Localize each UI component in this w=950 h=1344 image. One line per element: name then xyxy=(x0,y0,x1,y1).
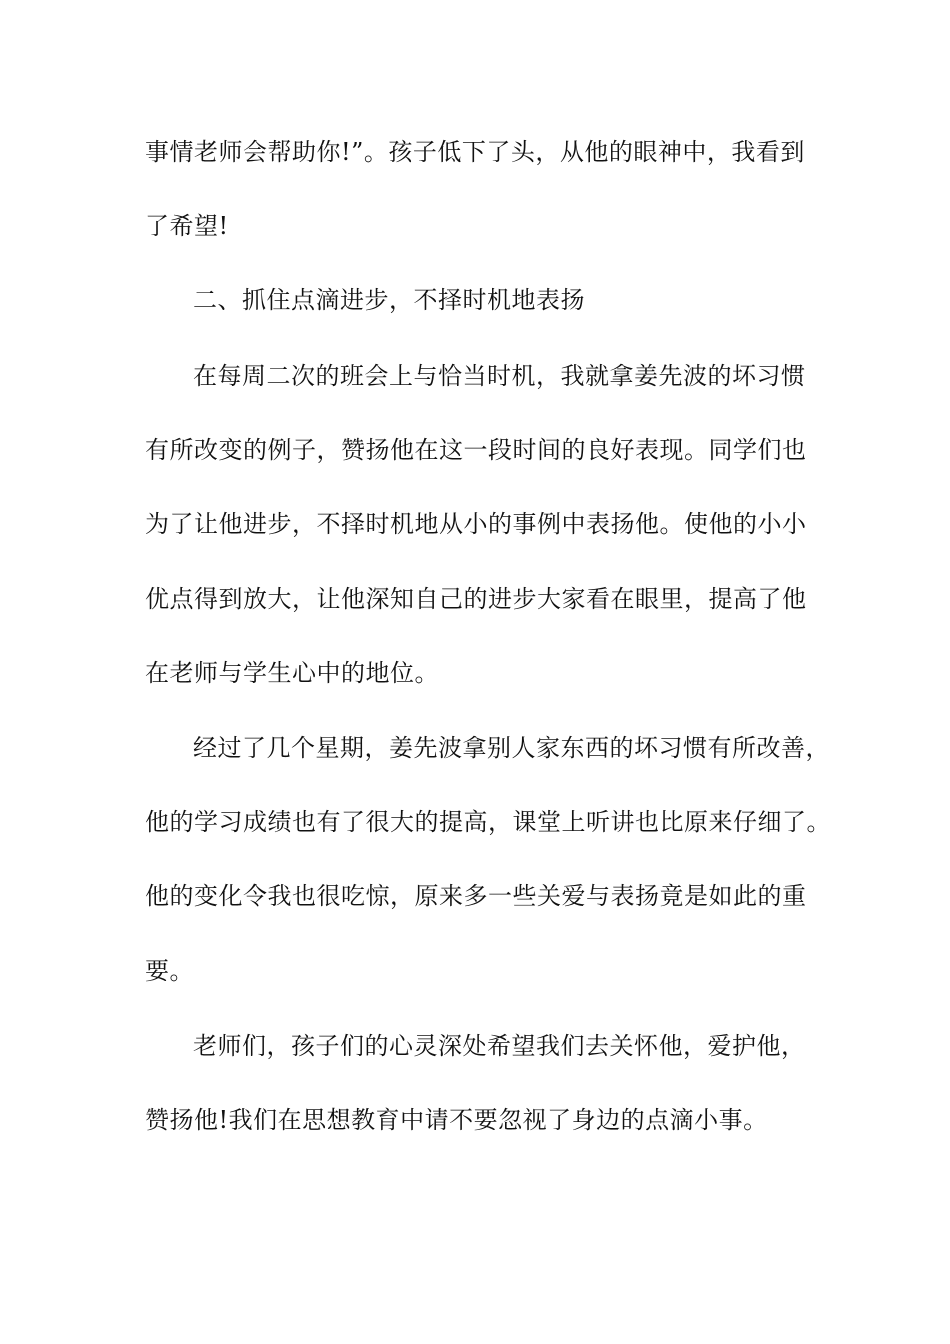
text-line: 事情老师会帮助你!”。孩子低下了头，从他的眼神中，我看到 xyxy=(145,138,805,166)
text-line: 他的变化令我也很吃惊，原来多一些关爱与表扬竟是如此的重 xyxy=(145,882,807,910)
text-line: 为了让他进步，不择时机地从小的事例中表扬他。使他的小小 xyxy=(145,510,807,538)
text-line: 他的学习成绩也有了很大的提高，课堂上听讲也比原来仔细了。 xyxy=(145,808,831,836)
text-line: 老师们，孩子们的心灵深处希望我们去关怀他，爱护他， xyxy=(193,1032,806,1060)
text-line: 要。 xyxy=(145,957,194,985)
text-line: 赞扬他!我们在思想教育中请不要忽视了身边的点滴小事。 xyxy=(145,1106,768,1134)
text-line: 有所改变的例子，赞扬他在这一段时间的良好表现。同学们也 xyxy=(145,436,807,464)
text-line: 了希望! xyxy=(145,212,229,240)
text-line: 经过了几个星期，姜先波拿别人家东西的坏习惯有所改善， xyxy=(193,734,830,762)
section-heading: 二、抓住点滴进步，不择时机地表扬 xyxy=(193,286,585,314)
text-line: 优点得到放大，让他深知自己的进步大家看在眼里，提高了他 xyxy=(145,585,807,613)
text-line: 在每周二次的班会上与恰当时机，我就拿姜先波的坏习惯 xyxy=(193,362,806,390)
text-line: 在老师与学生心中的地位。 xyxy=(145,659,439,687)
